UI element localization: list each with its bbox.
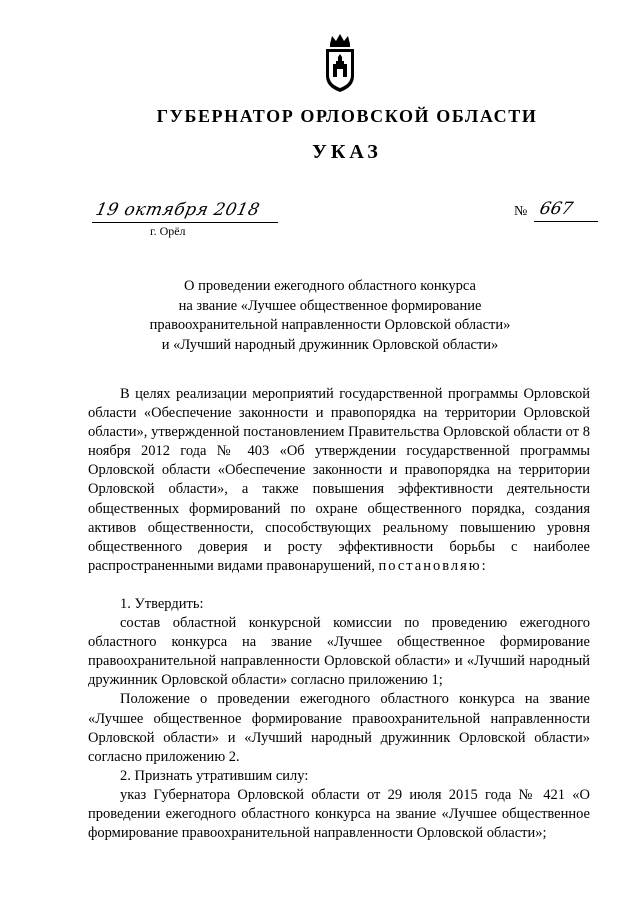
number-label: № xyxy=(514,204,528,219)
item-2-a: указ Губернатора Орловской области от 29 июля 2015 года № 421 «О проведении ежегодного областного конкурса на звание «Лучшее общественное формирование правоохранительной направленности Орловской области»; xyxy=(88,786,590,842)
coat-of-arms-icon xyxy=(318,32,362,94)
authority-title: ГУБЕРНАТОР ОРЛОВСКОЙ ОБЛАСТИ xyxy=(156,106,538,126)
item-1-b: Положение о проведении ежегодного областного конкурса на звание «Лучшее общественное формирование правоохранительной направленности Орловской области» и «Лучший народный дружинник Орловской области» согласно приложению 2. xyxy=(88,691,590,765)
date-underline xyxy=(92,222,278,223)
decree-number: 667 xyxy=(537,199,575,219)
decree-date: 19 октября 2018 xyxy=(93,200,262,220)
item-1-title: 1. Утвердить: xyxy=(120,595,204,612)
decree-city: г. Орёл xyxy=(150,224,186,238)
subject-line: на звание «Лучшее общественное формирование xyxy=(178,297,482,314)
number-underline xyxy=(534,221,598,222)
decree-subject xyxy=(80,277,580,355)
subject-line: О проведении ежегодного областного конкурса xyxy=(184,278,476,294)
subject-line: и «Лучший народный дружинник Орловской области» xyxy=(161,336,499,353)
item-1-a: состав областной конкурсной комиссии по проведению ежегодного областного конкурса на звание «Лучшее общественное формирование правоохранительной направленности Орловской области» и «Лучший народный дружинник Орловской области» согласно приложению 1; xyxy=(88,615,590,689)
paragraph-gap xyxy=(88,576,590,595)
preamble-text: В целях реализации мероприятий государственной программы Орловской области «Обеспечение законности и правопорядка на территории Орловской области», утвержденной постановлением Правительства Орловской области от 8 ноября 2012 года № 403 «Об утверждении государственной программы Орловской области «Обеспечение законности и правопорядка на территории Орловской области», а также повышения эффективности деятельности общественных формирований по охране общественного порядка, создания активов общественности, способствующих реальному повышению уровня общественного доверия и росту эффективности борьбы с наиболее распространенными видами правонарушений, xyxy=(88,386,590,574)
decree-word: постановляю: xyxy=(378,557,488,574)
item-2-title: 2. Признать утратившим силу: xyxy=(120,767,309,784)
decree-body xyxy=(88,385,590,843)
document-type: УКАЗ xyxy=(312,141,382,163)
subject-line: правоохранительной направленности Орловской области» xyxy=(149,317,511,333)
preamble-paragraph xyxy=(88,385,590,576)
